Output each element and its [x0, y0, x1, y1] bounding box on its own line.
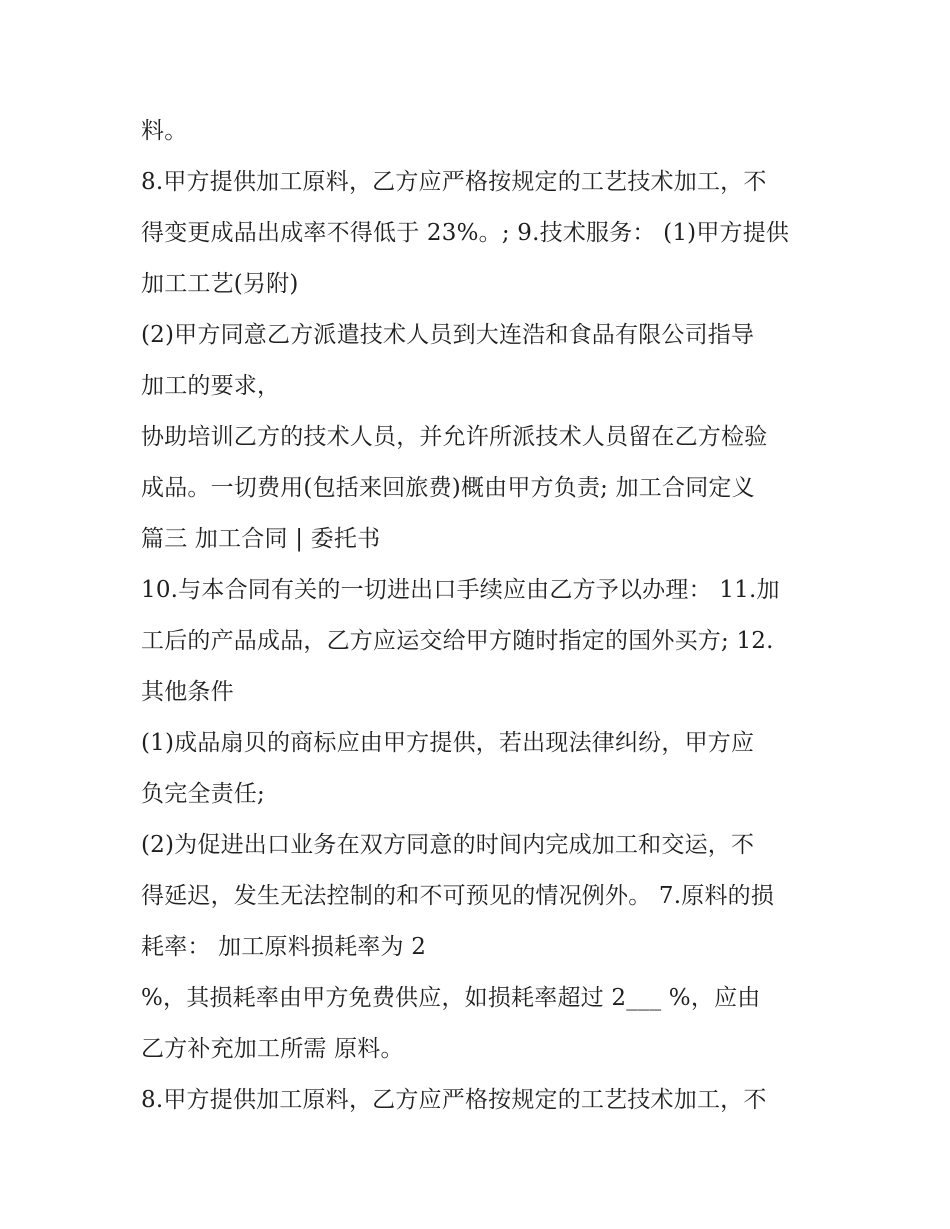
text-line: 负完全责任;	[141, 781, 265, 807]
document-body	[141, 106, 821, 1126]
text-line: 加工工艺(另附)	[141, 271, 299, 297]
text-line: 乙方补充加工所需 原料。	[141, 1036, 404, 1062]
text-line: 8.甲方提供加工原料，乙方应严格按规定的工艺技术加工，不	[141, 1087, 767, 1113]
text-line: (2)为促进出口业务在双方同意的时间内完成加工和交运，不	[141, 832, 755, 858]
text-line: (2)甲方同意乙方派遣技术人员到大连浩和食品有限公司指导	[141, 322, 755, 348]
text-line: 料。	[141, 118, 188, 144]
text-line: 8.甲方提供加工原料，乙方应严格按规定的工艺技术加工，不	[141, 169, 767, 195]
text-line: 工后的产品成品，乙方应运交给甲方随时指定的国外买方; 12.	[141, 628, 774, 654]
text-line: (1)成品扇贝的商标应由甲方提供，若出现法律纠纷，甲方应	[141, 730, 755, 756]
text-line: 10.与本合同有关的一切进出口手续应由乙方予以办理： 11.加	[141, 577, 780, 603]
text-line: 加工的要求，	[141, 373, 281, 399]
text-line: 其他条件	[141, 679, 234, 705]
text-line: %，其损耗率由甲方免费供应，如损耗率超过 2___ %，应由	[141, 985, 761, 1011]
section-heading: 篇三 加工合同 | 委托书	[141, 526, 381, 552]
text-line: 得延迟，发生无法控制的和不可预见的情况例外。 7.原料的损	[141, 883, 775, 909]
text-line: 得变更成品出成率不得低于 23%。; 9.技术服务： (1)甲方提供	[141, 220, 790, 246]
text-line: 协助培训乙方的技术人员，并允许所派技术人员留在乙方检验	[141, 424, 768, 450]
text-line: 耗率： 加工原料损耗率为 2	[141, 934, 427, 960]
text-line: 成品。一切费用(包括来回旅费)概由甲方负责; 加工合同定义	[141, 475, 755, 501]
